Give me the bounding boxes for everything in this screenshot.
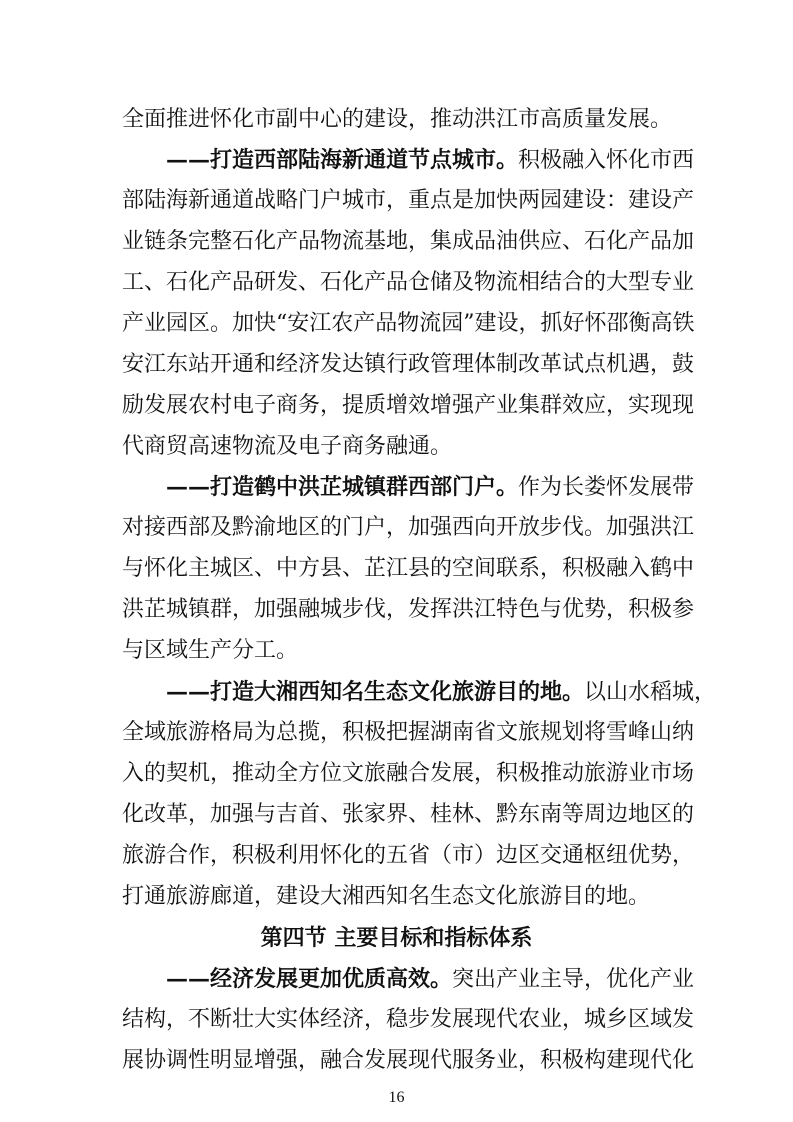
paragraph-4-line-4: 化改革，加强与吉首、张家界、桂林、黔东南等周边地区的 <box>122 802 695 827</box>
paragraph-5-line-1 <box>166 964 695 995</box>
paragraph-2-line-1 <box>166 145 695 176</box>
paragraph-1-line-1: 全面推进怀化市副中心的建设，推动洪江市高质量发展。 <box>122 107 673 132</box>
paragraph-4-line-3: 入的契机，推动全方位文旅融合发展，积极推动旅游业市场 <box>122 761 695 786</box>
paragraph-5-line-1-rest: 突出产业主导，优化产业 <box>452 967 695 992</box>
paragraph-5-lead: ——经济发展更加优质高效。 <box>166 966 453 992</box>
paragraph-5-line-3: 展协调性明显增强，融合发展现代服务业，积极构建现代化 <box>122 1048 695 1073</box>
paragraph-4-line-1 <box>166 677 717 708</box>
paragraph-4-line-1-rest: 以山水稻城， <box>584 680 717 705</box>
paragraph-5-line-2: 结构，不断壮大实体经济，稳步发展现代农业，城乡区域发 <box>122 1007 695 1032</box>
paragraph-3-line-1 <box>166 472 695 503</box>
paragraph-4-line-2: 全域旅游格局为总揽，积极把握湖南省文旅规划将雪峰山纳 <box>122 720 695 745</box>
paragraph-2-line-1-rest: 积极融入怀化市西 <box>518 148 695 173</box>
paragraph-3-lead: ——打造鹤中洪芷城镇群西部门户。 <box>166 474 519 500</box>
paragraph-2-lead: ——打造西部陆海新通道节点城市。 <box>166 147 519 173</box>
paragraph-3-line-1-rest: 作为长娄怀发展带 <box>518 475 695 500</box>
paragraph-3-line-3: 与怀化主城区、中方县、芷江县的空间联系，积极融入鹤中 <box>122 556 695 581</box>
paragraph-2-line-8: 代商贸高速物流及电子商务融通。 <box>122 434 453 459</box>
paragraph-4-line-6: 打通旅游廊道，建设大湘西知名生态文化旅游目的地。 <box>122 884 651 909</box>
paragraph-2-line-2: 部陆海新通道战略门户城市，重点是加快两园建设：建设产 <box>122 188 695 213</box>
paragraph-3-line-2: 对接西部及黔渝地区的门户，加强西向开放步伐。加强洪江 <box>122 515 695 540</box>
paragraph-2-line-7: 励发展农村电子商务，提质增效增强产业集群效应，实现现 <box>122 393 695 418</box>
paragraph-2-line-3: 业链条完整石化产品物流基地，集成品油供应、石化产品加 <box>122 229 695 254</box>
paragraph-3-line-5: 与区域生产分工。 <box>122 638 299 663</box>
paragraph-2-line-5: 产业园区。加快“安江农产品物流园”建设，抓好怀邵衡高铁 <box>122 311 695 336</box>
paragraph-3-line-4: 洪芷城镇群，加强融城步伐，发挥洪江特色与优势，积极参 <box>122 597 695 622</box>
page-number: 16 <box>388 1089 405 1106</box>
paragraph-2-line-4: 工、石化产品研发、石化产品仓储及物流相结合的大型专业 <box>122 270 695 295</box>
paragraph-2-line-6: 安江东站开通和经济发达镇行政管理体制改革试点机遇，鼓 <box>122 352 695 377</box>
paragraph-4-lead: ——打造大湘西知名生态文化旅游目的地。 <box>166 679 585 705</box>
paragraph-4-line-5: 旅游合作，积极利用怀化的五省（市）边区交通枢纽优势， <box>122 843 695 868</box>
section-heading: 第四节 主要目标和指标体系 <box>260 925 533 951</box>
